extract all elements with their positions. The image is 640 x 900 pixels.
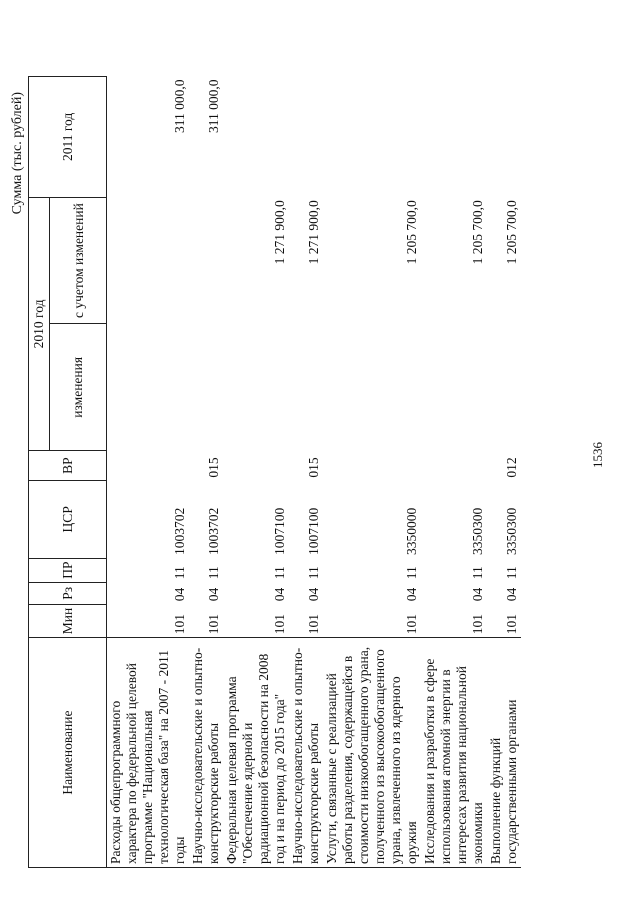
cell-pr: 11 xyxy=(206,566,221,580)
cell-with-changes: 1 271 900,0 xyxy=(272,200,287,265)
cell-pr: 11 xyxy=(504,566,519,580)
table-row xyxy=(487,77,521,868)
cell-csr: 3350000 xyxy=(404,507,419,556)
budget-table xyxy=(28,76,521,868)
cell-min: 101 xyxy=(404,613,419,635)
cell-rz: 04 xyxy=(504,587,519,602)
cell-vr: 015 xyxy=(206,457,221,478)
table-row xyxy=(289,77,323,868)
page-number: 1536 xyxy=(590,442,605,468)
cell-rz: 04 xyxy=(470,587,485,602)
header-rz: Рз xyxy=(29,582,107,604)
cell-min: 101 xyxy=(206,613,221,635)
header-pr: ПР xyxy=(29,558,107,582)
cell-name: Выполнение функций государственными органами xyxy=(487,638,521,868)
cell-with-changes: 1 205 700,0 xyxy=(404,200,419,265)
cell-rz: 04 xyxy=(306,587,321,602)
cell-with-changes xyxy=(189,197,223,324)
header-name: Наименование xyxy=(29,638,107,868)
cell-csr: 1003702 xyxy=(172,507,187,556)
cell-name: Исследования и разработки в сфере использования атомной энергии в интересах развития национальной экономики xyxy=(421,638,487,868)
cell-csr: 3350300 xyxy=(504,507,519,556)
cell-with-changes: 1 205 700,0 xyxy=(504,200,519,265)
cell-with-changes: 1 205 700,0 xyxy=(470,200,485,265)
cell-rz: 04 xyxy=(206,587,221,602)
cell-vr xyxy=(223,451,289,481)
cell-vr xyxy=(107,451,190,481)
cell-vr: 012 xyxy=(504,457,519,478)
cell-changes xyxy=(189,324,223,451)
cell-name: Услуги, связанные с реализацией работы разделения, содержащейся в стоимости низкообогащенного урана, полученного из высокообогащенного урана, извлеченного из ядерного оружия xyxy=(323,638,421,868)
cell-vr: 015 xyxy=(306,457,321,478)
cell-pr: 11 xyxy=(272,566,287,580)
cell-year2011 xyxy=(487,77,521,198)
cell-year2011 xyxy=(289,77,323,198)
cell-rz: 04 xyxy=(404,587,419,602)
cell-csr: 1007100 xyxy=(272,507,287,556)
cell-year2011 xyxy=(421,77,487,198)
cell-with-changes: 1 271 900,0 xyxy=(306,200,321,265)
cell-changes xyxy=(223,324,289,451)
cell-changes xyxy=(421,324,487,451)
cell-csr: 3350300 xyxy=(470,507,485,556)
cell-pr: 11 xyxy=(306,566,321,580)
header-csr: ЦСР xyxy=(29,481,107,558)
table-row xyxy=(107,77,190,868)
table-row xyxy=(223,77,289,868)
unit-caption: Сумма (тыс. рублей) xyxy=(10,92,25,215)
header-vr: ВР xyxy=(29,451,107,481)
cell-changes xyxy=(289,324,323,451)
header-with-changes: с учетом изменений xyxy=(50,197,107,324)
cell-name: Расходы общепрограммного характера по федеральной целевой программе "Национальная технологическая база" на 2007 - 2011 годы xyxy=(107,638,190,868)
cell-name: Федеральная целевая программа "Обеспечение ядерной и радиационной безопасности на 2008 год и на период до 2015 года" xyxy=(223,638,289,868)
cell-min: 101 xyxy=(306,613,321,635)
cell-min: 101 xyxy=(504,613,519,635)
cell-year2011 xyxy=(323,77,421,198)
cell-pr: 11 xyxy=(172,566,187,580)
cell-min: 101 xyxy=(172,613,187,635)
cell-name: Научно-исследовательские и опытно-конструкторские работы xyxy=(289,638,323,868)
header-min: Мин xyxy=(29,604,107,637)
cell-pr: 11 xyxy=(470,566,485,580)
cell-pr: 11 xyxy=(404,566,419,580)
cell-vr xyxy=(421,451,487,481)
cell-year2011: 311 000,0 xyxy=(172,79,187,133)
cell-changes xyxy=(107,324,190,451)
cell-rz: 04 xyxy=(172,587,187,602)
table-row xyxy=(323,77,421,868)
cell-min: 101 xyxy=(470,613,485,635)
table-row xyxy=(421,77,487,868)
cell-with-changes xyxy=(107,197,190,324)
header-year-2011: 2011 год xyxy=(29,77,107,198)
cell-min: 101 xyxy=(272,613,287,635)
cell-changes xyxy=(323,324,421,451)
cell-vr xyxy=(323,451,421,481)
cell-rz: 04 xyxy=(272,587,287,602)
table-body xyxy=(107,77,522,868)
cell-year2011: 311 000,0 xyxy=(206,79,221,133)
header-changes: изменения xyxy=(50,324,107,451)
header-year-2010: 2010 год xyxy=(29,197,50,450)
cell-csr: 1007100 xyxy=(306,507,321,556)
cell-changes xyxy=(487,324,521,451)
table-row xyxy=(189,77,223,868)
cell-csr: 1003702 xyxy=(206,507,221,556)
cell-name: Научно-исследовательские и опытно-конструкторские работы xyxy=(189,638,223,868)
cell-year2011 xyxy=(223,77,289,198)
